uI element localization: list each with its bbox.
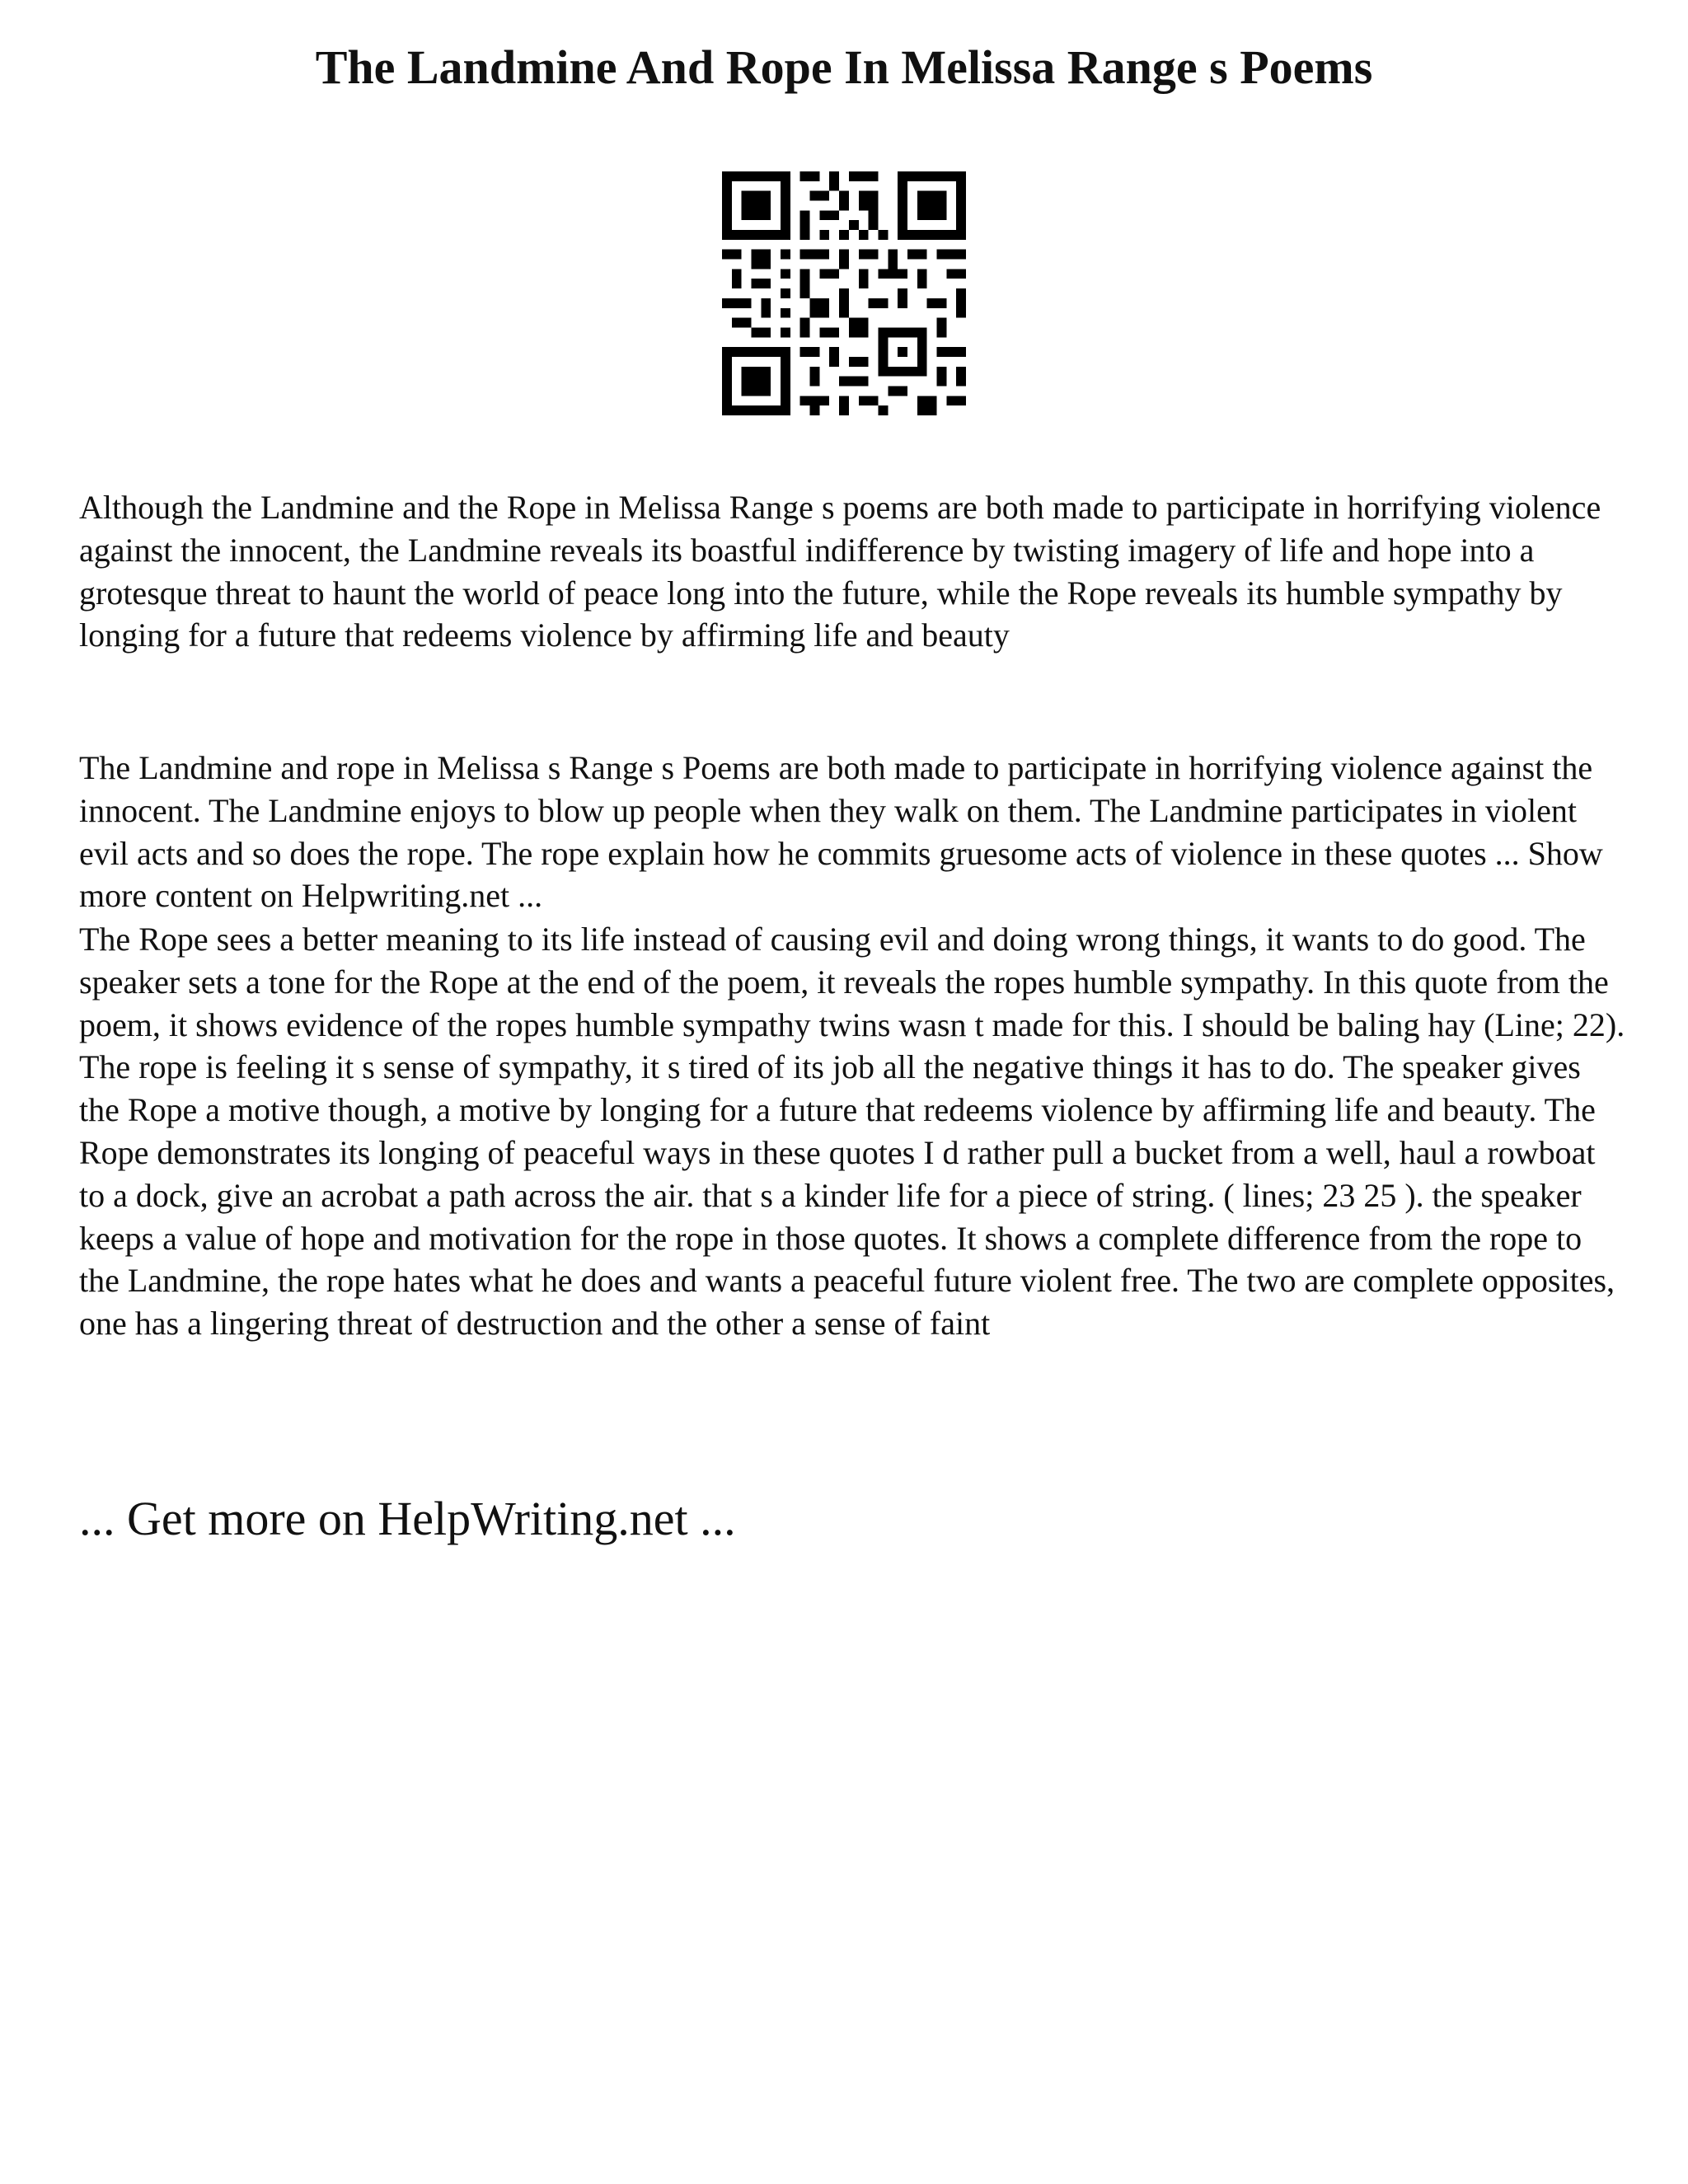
intro-paragraph: Although the Landmine and the Rope in Melissa Range s poems are both made to participate in horrifying violence against the innocent, the Landmine reveals its boastful indifference by twisting imagery of life and hope into a grotesque threat to haunt the world of peace long into the future, while the Rope reveals its humble sympathy by longing for a future that redeems violence by affirming life and beauty	[79, 489, 1601, 654]
page-title: The Landmine And Rope In Melissa Range s Poems	[315, 40, 1373, 94]
qr-code-icon	[722, 171, 966, 415]
get-more-link[interactable]: ... Get more on HelpWriting.net ...	[79, 1492, 736, 1545]
body-paragraph: The Rope sees a better meaning to its life instead of causing evil and doing wrong things, it wants to do good. The speaker sets a tone for the Rope at the end of the poem, it reveals the ropes humble sympathy. In this quote from the poem, it shows evidence of the ropes humble sympathy twins wasn t made for this. I should be baling hay (Line; 22). The rope is feeling it s sense of sympathy, it s tired of its job all the negative things it has to do. The speaker gives the Rope a motive though, a motive by longing for a future that redeems violence by affirming life and beauty. The Rope demonstrates its longing of peaceful ways in these quotes I d rather pull a bucket from a well, haul a rowboat to a dock, give an acrobat a path across the air. that s a kinder life for a piece of string. ( lines; 23 25 ). the speaker keeps a value of hope and motivation for the rope in those quotes. It shows a complete difference from the rope to the Landmine, the rope hates what he does and wants a peaceful future violent free. The two are complete opposites, one has a lingering threat of destruction and the other a sense of faint	[79, 921, 1625, 1343]
body-paragraph: The Landmine and rope in Melissa s Range s Poems are both made to participate in horrifying violence against the innocent. The Landmine enjoys to blow up people when they walk on them. The Landmine participates in violent evil acts and so does the rope. The rope explain how he commits gruesome acts of violence in these quotes ... Show more content on Helpwriting.net ...	[79, 749, 1603, 915]
